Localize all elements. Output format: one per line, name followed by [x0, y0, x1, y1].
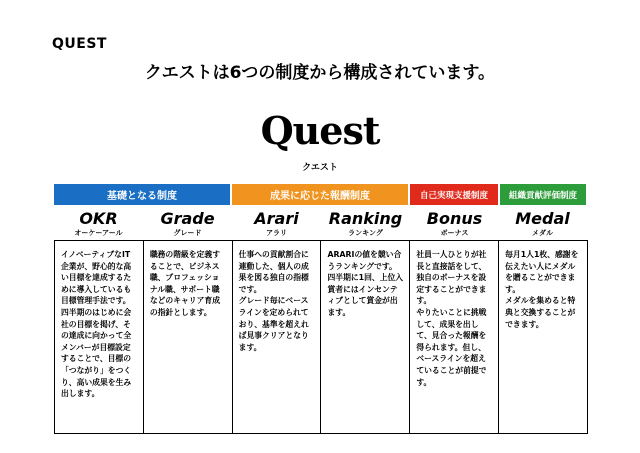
system-ranking-description: ARARIの値を競い合うランキングです。四半期に1回、上位入賞者にはインセンティブとして賞金が出ます。 [320, 241, 409, 433]
system-kana: アラリ [266, 229, 287, 237]
system-bonus-description: 社員一人ひとりが社長と直接話をして、独自のボーナスを設定することができます。 やりたいことに挑戦して、成果を出して、見合った報酬を得られます。但し、ベースラインを超えていることが前提です。 [409, 241, 498, 433]
system-arari-heading [232, 209, 321, 238]
system-okr-heading [54, 209, 143, 238]
system-bonus-heading [410, 209, 499, 238]
description-table [54, 240, 588, 434]
page-headline: クエストは6つの制度から構成されています。 [144, 63, 496, 83]
system-kana: メダル [532, 229, 553, 237]
system-okr-description: イノベーティブなIT企業が、野心的な高い目標を達成するために導入しているも目標管理手法です。 四半期のはじめに会社の目標を掲げ、その達成に向かって全メンバーが目標設定することで、目標の「つながり」をつくり、高い成果を生み出します。 [61, 250, 132, 399]
quest-logo-subtitle: クエスト [302, 163, 338, 173]
system-kana: ランキング [348, 229, 383, 237]
system-kana: ボーナス [440, 229, 469, 237]
system-kana: グレード [173, 229, 202, 237]
category-band-reward: 成果に応じた報酬制度 [232, 184, 408, 205]
system-name: Ranking [328, 209, 403, 228]
system-grade-description: 職務の階級を定義することで、ビジネス職、プロフェッショナル職、サポート職などのキャリア育成の指針とします。 [143, 241, 232, 433]
system-ranking-heading [321, 209, 410, 238]
category-band-self-realization: 自己実現支援制度 [410, 184, 498, 205]
quest-logo: Quest [260, 108, 380, 153]
system-name: Medal [515, 209, 570, 228]
system-name: OKR [79, 209, 118, 228]
category-band-contribution: 組織貢献評価制度 [500, 184, 586, 205]
category-band-foundation: 基礎となる制度 [54, 184, 230, 205]
system-medal-heading [499, 209, 586, 238]
system-name: Arari [254, 209, 299, 228]
system-name: Bonus [426, 209, 483, 228]
system-kana: オーケーアール [74, 229, 123, 237]
system-grade-heading [143, 209, 232, 238]
system-arari-description: 仕事への貢献割合に連動した、個人の成果を図る独自の指標です。 グレード毎にベースラインを定められており、基準を超えれば見事クリアとなります。 [232, 241, 321, 433]
section-tag: QUEST [52, 36, 107, 52]
system-medal-description: 毎月1人1枚、感謝を伝えたい人にメダルを贈ることができます。 メダルを集めると特典と交換することができます。 [498, 241, 587, 433]
system-name: Grade [160, 209, 215, 228]
